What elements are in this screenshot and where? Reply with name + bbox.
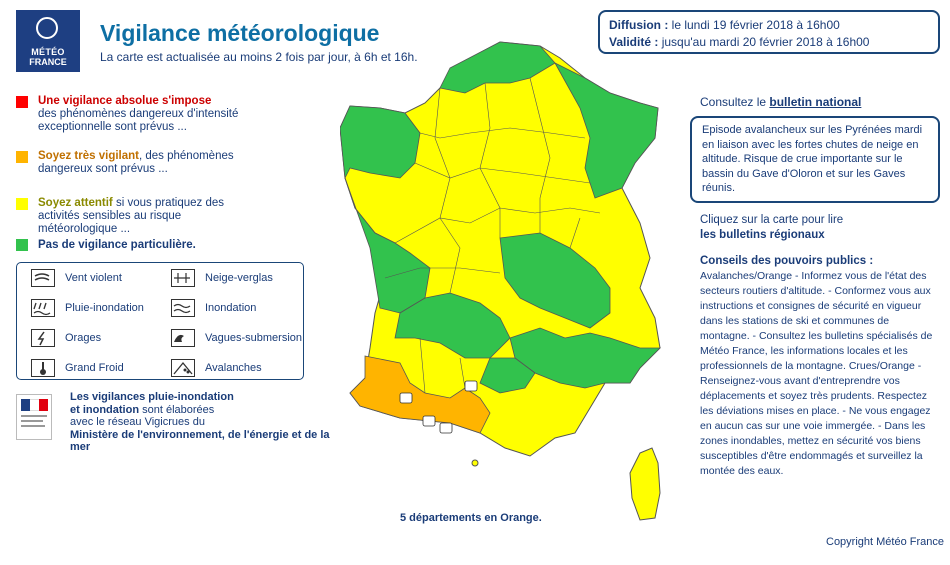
rain-flood-label: Pluie-inondation	[65, 302, 144, 314]
meteo-france-logo[interactable]	[16, 10, 80, 72]
copyright: Copyright Météo France	[826, 536, 944, 548]
logo-line1: MÉTÉO	[31, 47, 65, 57]
legend-yellow-title: Soyez attentif	[38, 197, 113, 209]
legend-yellow-swatch	[16, 198, 28, 210]
legend-green	[0, 238, 260, 254]
regional-line1: Cliquez sur la carte pour lire	[700, 214, 844, 226]
vigicrues-line2-bold: et inondation	[70, 403, 140, 416]
legend-red-swatch	[16, 96, 28, 108]
bulletin-national-line	[700, 95, 861, 109]
page-subtitle: La carte est actualisée au moins 2 fois par jour, à 6h et 16h.	[100, 50, 418, 64]
vigicrues-line2: sont élaborées	[139, 403, 215, 416]
public-advice-title: Conseils des pouvoirs publics :	[700, 255, 874, 267]
vigicrues-line3: avec le réseau Vigicrues du	[70, 416, 205, 428]
snow-ice-label: Neige-verglas	[205, 272, 273, 284]
bulletin-prefix: Consultez le	[700, 95, 767, 109]
legend-yellow	[0, 196, 260, 236]
legend-orange-swatch	[16, 151, 28, 163]
france-vigilance-map[interactable]	[340, 38, 680, 523]
validite-value: jusqu'au mardi 20 février 2018 à 16h00	[661, 35, 870, 49]
legend-green-swatch	[16, 239, 28, 251]
flood-icon	[171, 299, 195, 317]
legend-orange-title: Soyez très vigilant	[38, 150, 139, 162]
vigicrues-note	[70, 391, 350, 454]
vigicrues-line1: Les vigilances pluie-inondation	[70, 391, 234, 403]
episode-info-box: Episode avalancheux sur les Pyrénées mardi en liaison avec les fortes chutes de neige en altitude. Risque de crue importante sur le bassin du Gave d'Oloron et sur les Gaves réunis.	[690, 116, 940, 203]
map-corsica[interactable]	[630, 448, 660, 520]
legend-yellow-text: si vous pratiquez des activités sensibles au risque météorologique ...	[38, 197, 225, 235]
snow-ice-icon	[171, 269, 195, 287]
cold-label: Grand Froid	[65, 362, 124, 374]
avalanche-label: Avalanches	[205, 362, 262, 374]
legend-orange	[0, 149, 260, 189]
regional-bulletins-link[interactable]: les bulletins régionaux	[700, 229, 825, 241]
waves-icon	[171, 329, 195, 347]
legend-red-text: des phénomènes dangereux d'intensité exceptionnelle sont prévus ...	[38, 108, 239, 133]
storms-icon	[31, 329, 55, 347]
logo-globe-icon	[36, 17, 58, 39]
rain-flood-icon	[31, 299, 55, 317]
page-title: Vigilance météorologique	[100, 20, 380, 46]
storms-label: Orages	[65, 332, 102, 344]
cold-icon	[31, 359, 55, 377]
vigicrues-ministry: Ministère de l'environnement, de l'énergie et de la mer	[70, 428, 330, 453]
wind-label: Vent violent	[65, 272, 122, 284]
wind-icon	[31, 269, 55, 287]
legend-green-title: Pas de vigilance particulière.	[38, 239, 196, 251]
diffusion-value: le lundi 19 février 2018 à 16h00	[671, 18, 840, 32]
logo-line2: FRANCE	[29, 57, 67, 67]
legend-orange-text: , des phénomènes dangereux sont prévus ...	[38, 150, 234, 175]
regional-bulletins	[700, 213, 843, 243]
phenomena-legend	[16, 262, 304, 380]
avalanche-icon	[171, 359, 195, 377]
legend-red	[0, 94, 260, 144]
ministry-logo	[16, 394, 52, 440]
validite-label: Validité :	[609, 35, 659, 49]
bulletin-national-link[interactable]: bulletin national	[769, 95, 862, 109]
waves-label: Vagues-submersion	[205, 332, 303, 344]
orange-departments-count: 5 départements en Orange.	[400, 512, 542, 524]
flood-label: Inondation	[205, 302, 257, 314]
public-advice	[700, 254, 940, 479]
diffusion-label: Diffusion :	[609, 18, 669, 32]
legend-red-title: Une vigilance absolue s'impose	[38, 95, 212, 107]
public-advice-text: Avalanches/Orange - Informez vous de l'état des secteurs routiers d'altitude. - Conformez vous aux instructions et consignes de sécurité en vigueur dans les stations de ski et communes de montagne. - Consultez les bulletins spécialisés de Météo France, les informations locales et les professionnels de la montagne. Crues/Orange - Renseignez-vous avant d'entreprendre vos déplacements et soyez très prudents. Respectez les déviations mises en place. - Ne vous engagez en aucun cas sur une voie immergée. - Dans les zones inondables, mettez en sécurité vos biens susceptibles d'être endommagés et surveillez la montée des eaux.	[700, 270, 933, 477]
